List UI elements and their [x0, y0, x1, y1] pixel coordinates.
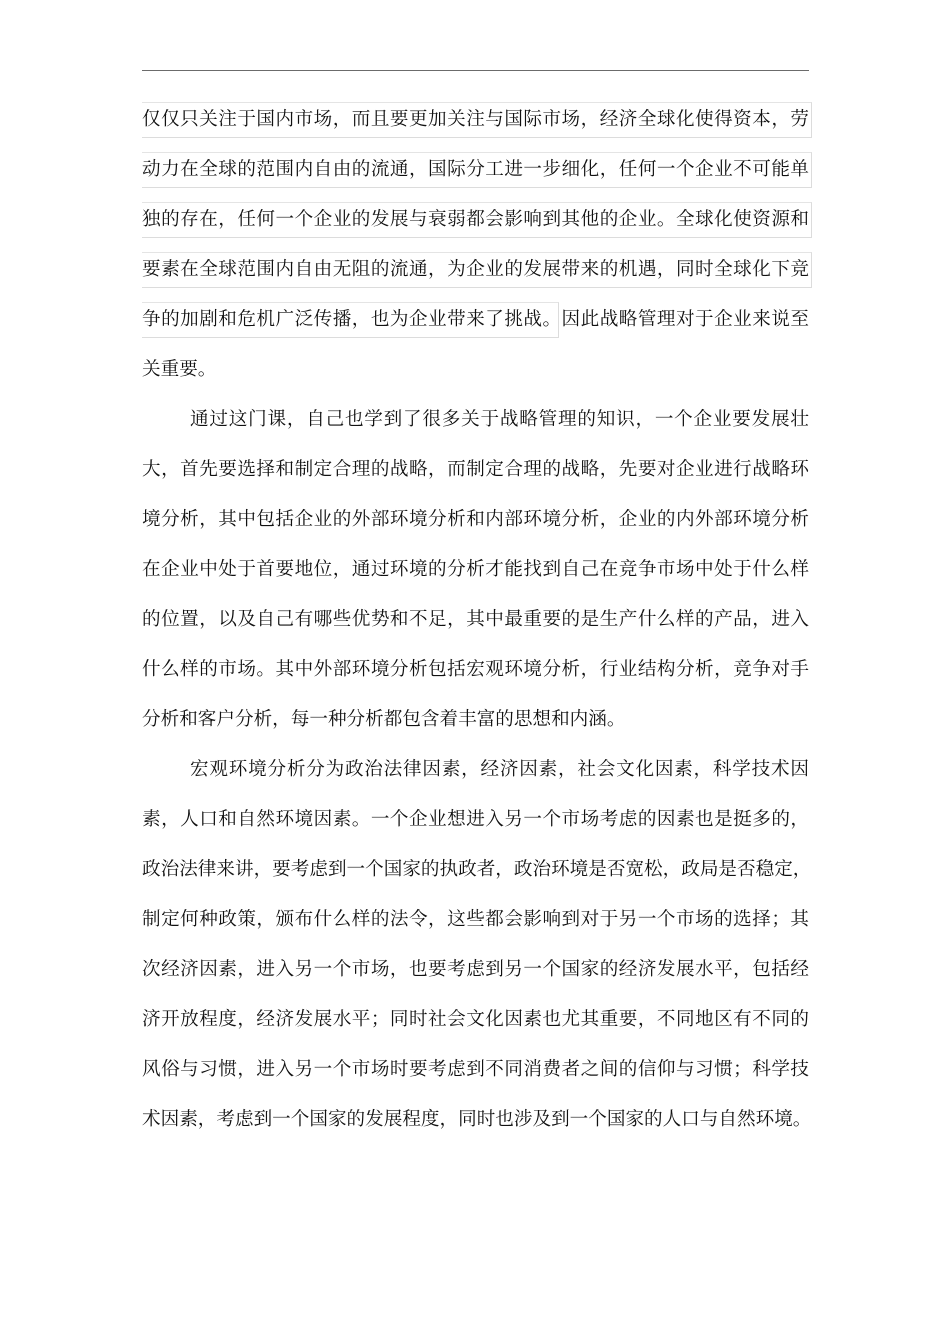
- text-line: 在企业中处于首要地位，通过环境的分析才能找到自己在竞争市场中处于什么样: [142, 559, 809, 580]
- text-line: 争的加剧和危机广泛传播，也为企业带来了挑战。因此战略管理对于企业来说至: [142, 295, 809, 345]
- paragraph-2: [142, 395, 809, 745]
- text-line: 次经济因素，进入另一个市场，也要考虑到另一个国家的经济发展水平，包括经: [142, 959, 809, 980]
- body-text: [142, 95, 812, 1145]
- paragraph-1: [142, 95, 809, 395]
- text-line: 动力在全球的范围内自由的流通，国际分工进一步细化，任何一个企业不可能单: [142, 145, 809, 195]
- header-rule: [142, 70, 809, 71]
- paragraph-3: [142, 745, 812, 1145]
- text-line: 大，首先要选择和制定合理的战略，而制定合理的战略，先要对企业进行战略环: [142, 459, 809, 480]
- text-line: 术因素，考虑到一个国家的发展程度，同时也涉及到一个国家的人口与自然环境。: [142, 1109, 812, 1130]
- text-line: 的位置，以及自己有哪些优势和不足，其中最重要的是生产什么样的产品，进入: [142, 609, 809, 630]
- text-line: 素，人口和自然环境因素。一个企业想进入另一个市场考虑的因素也是挺多的，: [142, 809, 809, 830]
- text-line: 要素在全球范围内自由无阻的流通，为企业的发展带来的机遇，同时全球化下竞: [142, 245, 809, 295]
- text-line: 什么样的市场。其中外部环境分析包括宏观环境分析，行业结构分析，竞争对手: [142, 659, 809, 680]
- text-line: 关重要。: [142, 359, 217, 380]
- text-line: 宏观环境分析分为政治法律因素，经济因素，社会文化因素，科学技术因: [190, 759, 809, 780]
- text-line: 仅仅只关注于国内市场，而且要更加关注与国际市场，经济全球化使得资本，劳: [142, 95, 809, 145]
- text-line: 独的存在，任何一个企业的发展与衰弱都会影响到其他的企业。全球化使资源和: [142, 195, 809, 245]
- text-line: 政治法律来讲，要考虑到一个国家的执政者，政治环境是否宽松，政局是否稳定，: [142, 859, 812, 880]
- text-line: 济开放程度，经济发展水平；同时社会文化因素也尤其重要，不同地区有不同的: [142, 1009, 809, 1030]
- text-line: 制定何种政策，颁布什么样的法令，这些都会影响到对于另一个市场的选择；其: [142, 909, 809, 930]
- text-line: 风俗与习惯，进入另一个市场时要考虑到不同消费者之间的信仰与习惯；科学技: [142, 1059, 809, 1080]
- text-line: 分析和客户分析，每一种分析都包含着丰富的思想和内涵。: [142, 709, 626, 730]
- text-line: 通过这门课，自己也学到了很多关于战略管理的知识，一个企业要发展壮: [190, 409, 809, 430]
- text-line: 境分析，其中包括企业的外部环境分析和内部环境分析，企业的内外部环境分析: [142, 509, 809, 530]
